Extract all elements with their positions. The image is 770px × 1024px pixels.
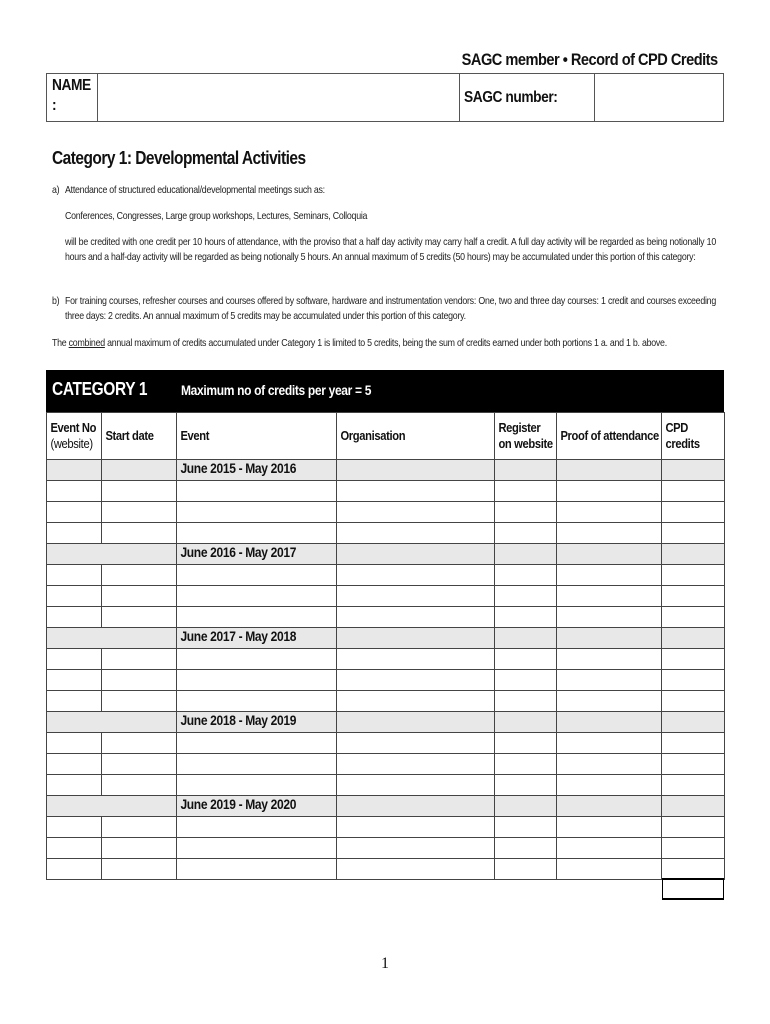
table-row	[47, 481, 725, 502]
period-label: June 2019 - May 2020	[177, 796, 337, 817]
period-cell[interactable]	[495, 628, 557, 649]
entry-cell[interactable]	[495, 838, 557, 859]
col-cpd-credits: CPD credits	[662, 413, 725, 460]
entry-cell[interactable]	[102, 859, 177, 880]
col-event: Event	[177, 413, 337, 460]
period-row	[47, 544, 725, 565]
entry-cell[interactable]	[47, 817, 102, 838]
entry-cell[interactable]	[662, 670, 725, 691]
entry-cell[interactable]	[557, 859, 662, 880]
col-register: Register on website	[495, 413, 557, 460]
entry-cell[interactable]	[495, 670, 557, 691]
entry-cell[interactable]	[102, 838, 177, 859]
entry-cell[interactable]	[557, 670, 662, 691]
item-b-marker: b)	[52, 295, 60, 307]
period-cell[interactable]	[557, 460, 662, 481]
entry-cell[interactable]	[495, 775, 557, 796]
item-a-intro: Attendance of structured educational/developmental meetings such as:	[65, 184, 325, 196]
period-cell[interactable]	[337, 628, 495, 649]
document-title: SAGC member • Record of CPD Credits	[462, 50, 718, 69]
item-b-text: For training courses, refresher courses and courses offered by software, hardware and instrumentation vendors: One, two and three day courses: 1 credit and courses exceeding three days: 2 credits. An annual maximum of 5 credits may be accumulated under this portion of this category.	[65, 295, 716, 322]
entry-cell[interactable]	[177, 859, 337, 880]
entry-cell[interactable]	[102, 691, 177, 712]
entry-cell[interactable]	[102, 502, 177, 523]
entry-cell[interactable]	[495, 733, 557, 754]
period-cell[interactable]	[557, 796, 662, 817]
period-cell[interactable]	[337, 796, 495, 817]
item-a-list: Conferences, Congresses, Large group workshops, Lectures, Seminars, Colloquia	[65, 210, 368, 222]
period-cell[interactable]	[337, 712, 495, 733]
entry-cell[interactable]	[177, 775, 337, 796]
entry-cell[interactable]	[177, 733, 337, 754]
entry-cell[interactable]	[337, 481, 495, 502]
entry-cell[interactable]	[47, 502, 102, 523]
period-cell[interactable]	[662, 460, 725, 481]
entry-cell[interactable]	[102, 670, 177, 691]
category-bar	[46, 370, 724, 412]
item-a-detail: will be credited with one credit per 10 hours of attendance, with the proviso that a half day activity may carry half a credit. A full day activity will be regarded as being notionally 10 hours and a half-day activity will be regarded as being notionally 5 hours. An annual maximum of 5 credits (50 hours) may be accumulated under this portion of this category:	[65, 236, 716, 263]
period-row	[47, 628, 725, 649]
entry-cell[interactable]	[47, 523, 102, 544]
entry-cell[interactable]	[495, 607, 557, 628]
entry-cell[interactable]	[337, 859, 495, 880]
entry-cell[interactable]	[47, 754, 102, 775]
entry-cell[interactable]	[662, 859, 725, 880]
entry-cell[interactable]	[662, 649, 725, 670]
category-heading: Category 1: Developmental Activities	[52, 148, 306, 168]
entry-cell[interactable]	[102, 817, 177, 838]
entry-cell[interactable]	[662, 607, 725, 628]
entry-cell[interactable]	[102, 754, 177, 775]
table-row	[47, 502, 725, 523]
entry-cell[interactable]	[662, 586, 725, 607]
period-cell	[47, 628, 177, 649]
table-row	[47, 733, 725, 754]
table-row	[47, 649, 725, 670]
entry-cell[interactable]	[557, 733, 662, 754]
entry-cell[interactable]	[337, 523, 495, 544]
entry-cell[interactable]	[495, 481, 557, 502]
entry-cell[interactable]	[662, 754, 725, 775]
entry-cell[interactable]	[337, 670, 495, 691]
name-label: NAME	[52, 77, 91, 94]
entry-cell[interactable]	[337, 775, 495, 796]
entry-cell[interactable]	[102, 523, 177, 544]
entry-cell[interactable]	[337, 691, 495, 712]
entry-cell[interactable]	[557, 754, 662, 775]
entry-cell[interactable]	[662, 817, 725, 838]
entry-cell[interactable]	[102, 775, 177, 796]
entry-cell[interactable]	[337, 586, 495, 607]
period-row	[47, 460, 725, 481]
entry-cell[interactable]	[177, 481, 337, 502]
entry-cell[interactable]	[177, 670, 337, 691]
entry-cell[interactable]	[337, 733, 495, 754]
entry-cell[interactable]	[47, 649, 102, 670]
table-row	[47, 523, 725, 544]
period-cell[interactable]	[557, 544, 662, 565]
table-row	[47, 859, 725, 880]
name-colon: :	[52, 97, 57, 114]
entry-cell[interactable]	[47, 733, 102, 754]
period-cell[interactable]	[662, 544, 725, 565]
period-cell[interactable]	[557, 712, 662, 733]
entry-cell[interactable]	[47, 481, 102, 502]
entry-cell[interactable]	[557, 481, 662, 502]
period-cell[interactable]	[102, 460, 177, 481]
entry-cell[interactable]	[47, 691, 102, 712]
entry-cell[interactable]	[557, 523, 662, 544]
period-cell[interactable]	[557, 628, 662, 649]
entry-cell[interactable]	[177, 607, 337, 628]
entry-cell[interactable]	[47, 775, 102, 796]
period-cell	[47, 544, 177, 565]
entry-cell[interactable]	[47, 586, 102, 607]
entry-cell[interactable]	[47, 565, 102, 586]
entry-cell[interactable]	[177, 838, 337, 859]
period-row	[47, 796, 725, 817]
sagc-number-label: SAGC number:	[464, 89, 558, 106]
period-cell[interactable]	[495, 712, 557, 733]
entry-cell[interactable]	[495, 502, 557, 523]
period-cell[interactable]	[495, 796, 557, 817]
combined-emphasis: combined	[68, 337, 105, 349]
entry-cell[interactable]	[557, 586, 662, 607]
entry-cell[interactable]	[177, 502, 337, 523]
entry-cell[interactable]	[662, 565, 725, 586]
entry-cell[interactable]	[337, 502, 495, 523]
period-cell[interactable]	[495, 544, 557, 565]
period-label: June 2016 - May 2017	[177, 544, 337, 565]
entry-cell[interactable]	[102, 586, 177, 607]
entry-cell[interactable]	[177, 523, 337, 544]
entry-cell[interactable]	[495, 691, 557, 712]
entry-cell[interactable]	[662, 502, 725, 523]
total-credits-box[interactable]	[662, 878, 724, 900]
name-field[interactable]	[98, 74, 460, 121]
table-row	[47, 838, 725, 859]
member-details-box	[46, 73, 724, 122]
table-row	[47, 691, 725, 712]
col-organisation: Organisation	[337, 413, 495, 460]
entry-cell[interactable]	[337, 838, 495, 859]
period-cell	[47, 712, 177, 733]
entry-cell[interactable]	[102, 733, 177, 754]
entry-cell[interactable]	[557, 502, 662, 523]
table-row	[47, 754, 725, 775]
col-proof: Proof of attendance	[557, 413, 662, 460]
entry-cell[interactable]	[47, 607, 102, 628]
entry-cell[interactable]	[662, 481, 725, 502]
entry-cell[interactable]	[102, 481, 177, 502]
entry-cell[interactable]	[557, 649, 662, 670]
entry-cell[interactable]	[557, 565, 662, 586]
combined-note: The combined annual maximum of credits accumulated under Category 1 is limited to 5 credits, being the sum of credits earned under both portions 1 a. and 1 b. above.	[52, 337, 667, 349]
sagc-number-label-cell	[460, 74, 595, 121]
period-cell[interactable]	[495, 460, 557, 481]
entry-cell[interactable]	[337, 649, 495, 670]
period-label: June 2018 - May 2019	[177, 712, 337, 733]
entry-cell[interactable]	[662, 838, 725, 859]
record-grid	[46, 412, 725, 880]
item-a-marker: a)	[52, 184, 60, 196]
col-event-no: Event No (website)	[47, 413, 102, 460]
entry-cell[interactable]	[495, 523, 557, 544]
table-row	[47, 775, 725, 796]
entry-cell[interactable]	[177, 586, 337, 607]
table-row	[47, 565, 725, 586]
table-row	[47, 817, 725, 838]
entry-cell[interactable]	[47, 859, 102, 880]
entry-cell[interactable]	[557, 817, 662, 838]
entry-cell[interactable]	[337, 754, 495, 775]
entry-cell[interactable]	[557, 607, 662, 628]
entry-cell[interactable]	[557, 775, 662, 796]
period-row	[47, 712, 725, 733]
period-label: June 2015 - May 2016	[177, 460, 337, 481]
period-cell	[47, 796, 177, 817]
entry-cell[interactable]	[662, 523, 725, 544]
period-label: June 2017 - May 2018	[177, 628, 337, 649]
entry-cell[interactable]	[177, 649, 337, 670]
entry-cell[interactable]	[337, 607, 495, 628]
name-label-cell	[47, 74, 98, 121]
entry-cell[interactable]	[557, 838, 662, 859]
page-number: 1	[381, 955, 389, 972]
entry-cell[interactable]	[177, 754, 337, 775]
entry-cell[interactable]	[47, 838, 102, 859]
col-start-date: Start date	[102, 413, 177, 460]
entry-cell[interactable]	[495, 586, 557, 607]
entry-cell[interactable]	[102, 565, 177, 586]
entry-cell[interactable]	[177, 817, 337, 838]
entry-cell[interactable]	[177, 565, 337, 586]
entry-cell[interactable]	[102, 649, 177, 670]
entry-cell[interactable]	[337, 817, 495, 838]
entry-cell[interactable]	[495, 817, 557, 838]
cpd-record-table	[46, 370, 724, 880]
entry-cell[interactable]	[662, 775, 725, 796]
period-cell[interactable]	[47, 460, 102, 481]
entry-cell[interactable]	[495, 565, 557, 586]
table-row	[47, 586, 725, 607]
period-cell[interactable]	[662, 628, 725, 649]
period-cell[interactable]	[662, 712, 725, 733]
entry-cell[interactable]	[662, 733, 725, 754]
period-cell[interactable]	[337, 460, 495, 481]
table-row	[47, 607, 725, 628]
sagc-number-field[interactable]	[595, 74, 723, 121]
table-row	[47, 670, 725, 691]
entry-cell[interactable]	[102, 607, 177, 628]
entry-cell[interactable]	[662, 691, 725, 712]
period-cell[interactable]	[337, 544, 495, 565]
entry-cell[interactable]	[557, 691, 662, 712]
category-bar-label: CATEGORY 1	[52, 379, 148, 399]
entry-cell[interactable]	[495, 859, 557, 880]
entry-cell[interactable]	[495, 754, 557, 775]
max-credits-label: Maximum no of credits per year = 5	[181, 382, 372, 398]
entry-cell[interactable]	[495, 649, 557, 670]
period-cell[interactable]	[662, 796, 725, 817]
entry-cell[interactable]	[177, 691, 337, 712]
entry-cell[interactable]	[337, 565, 495, 586]
entry-cell[interactable]	[47, 670, 102, 691]
